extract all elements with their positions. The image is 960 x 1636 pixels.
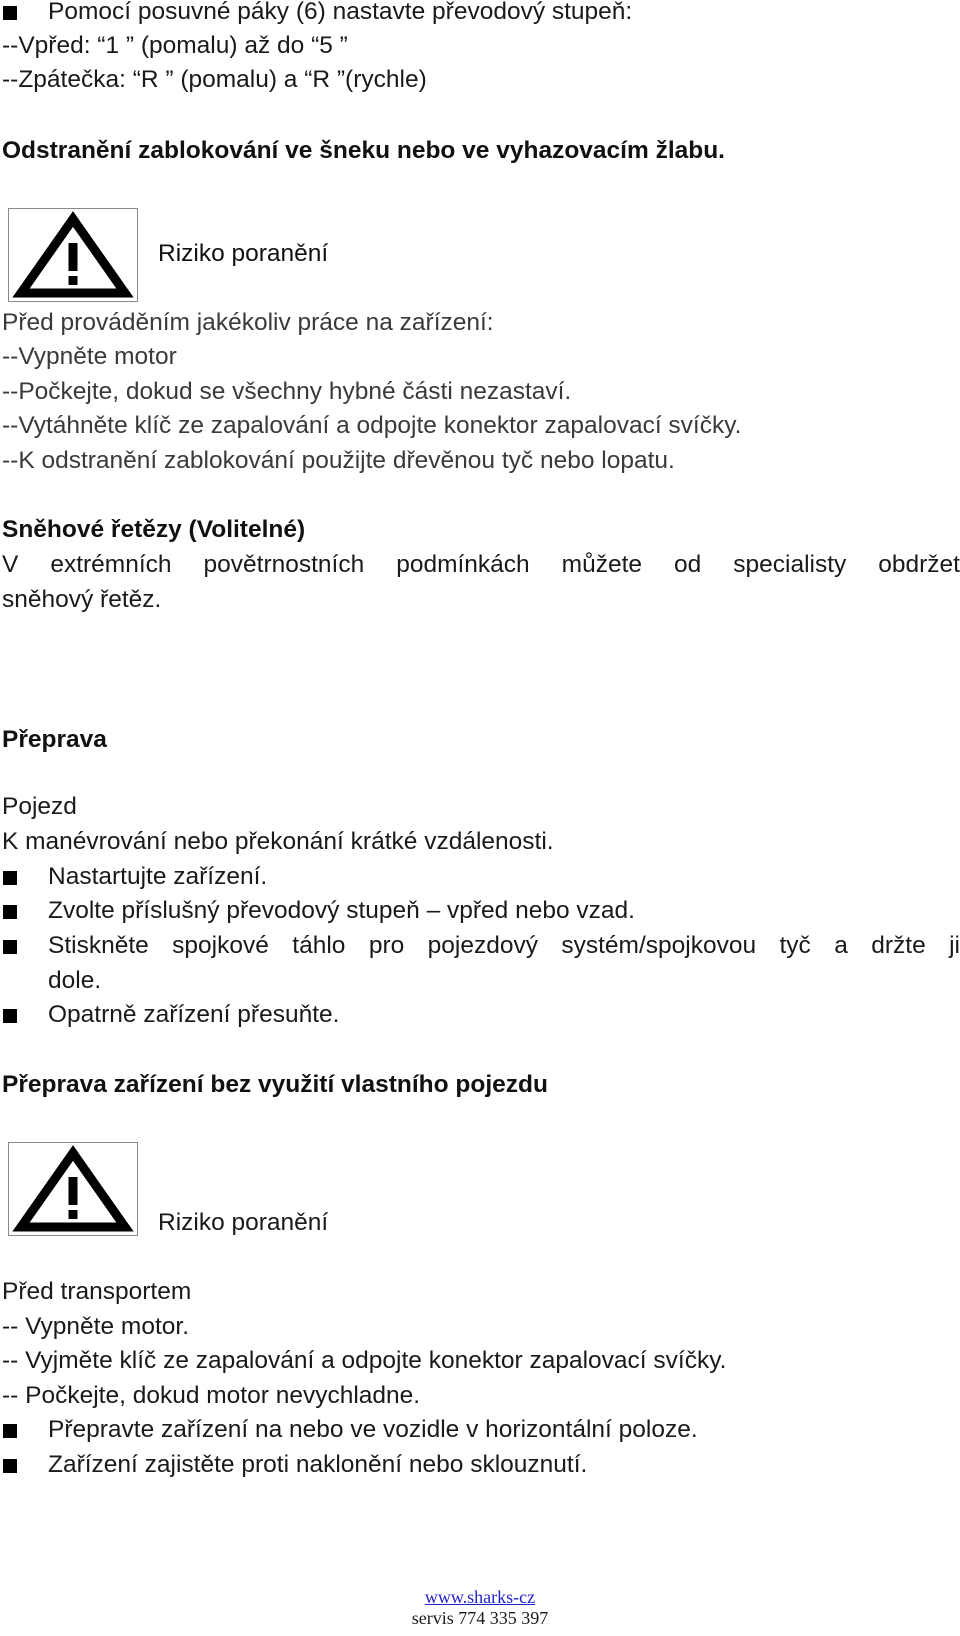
instruction-line: --Vypněte motor (2, 343, 177, 370)
black-square-bullet-icon (3, 1459, 17, 1473)
section-heading-snow-chains: Sněhové řetězy (Volitelné) (2, 516, 306, 543)
list-item-text: Přepravte zařízení na nebo ve vozidle v horizontální poloze. (48, 1416, 698, 1443)
section-heading-unblocking: Odstranění zablokování ve šneku nebo ve vyhazovacím žlabu. (2, 137, 725, 164)
instruction-line: Před prováděním jakékoliv práce na zařízení: (2, 309, 494, 336)
list-item-text: Stiskněte spojkové táhlo pro pojezdový systém/spojkovou tyč a držte ji (48, 932, 960, 959)
list-item-text: Zvolte příslušný převodový stupeň – vpřed nebo vzad. (48, 897, 635, 924)
black-square-bullet-icon (3, 1009, 17, 1023)
paragraph-line: K manévrování nebo překonání krátké vzdálenosti. (2, 828, 554, 855)
list-item-text: Opatrně zařízení přesuňte. (48, 1001, 340, 1028)
black-square-bullet-icon (3, 940, 17, 954)
instruction-line: -- Vyjměte klíč ze zapalování a odpojte konektor zapalovací svíčky. (2, 1347, 727, 1374)
warning-sign (8, 208, 138, 302)
list-item-text: Pomocí posuvné páky (6) nastavte převodový stupeň: (48, 0, 633, 25)
list-item-text: dole. (48, 967, 102, 994)
section-heading-transport: Přeprava (2, 726, 107, 753)
reverse-gear-line: --Zpátečka: “R ” (pomalu) a “R ”(rychle) (2, 66, 427, 93)
instruction-line: --Vytáhněte klíč ze zapalování a odpojte konektor zapalovací svíčky. (2, 412, 742, 439)
warning-title: Riziko poranění (158, 1209, 329, 1236)
forward-gear-line: --Vpřed: “1 ” (pomalu) až do “5 ” (2, 32, 348, 59)
black-square-bullet-icon (3, 6, 17, 20)
black-square-bullet-icon (3, 1424, 17, 1438)
instruction-line: Před transportem (2, 1278, 192, 1305)
paragraph-line: sněhový řetěz. (2, 586, 162, 613)
footer (0, 1587, 960, 1629)
website-link[interactable]: www.sharks-cz (424, 1587, 536, 1607)
black-square-bullet-icon (3, 905, 17, 919)
instruction-line: --Počkejte, dokud se všechny hybné části nezastaví. (2, 378, 572, 405)
instruction-line: --K odstranění zablokování použijte dřevěnou tyč nebo lopatu. (2, 447, 675, 474)
instruction-line: -- Počkejte, dokud motor nevychladne. (2, 1382, 421, 1409)
warning-sign (8, 1142, 138, 1236)
warning-title: Riziko poranění (158, 240, 329, 267)
list-item-text: Zařízení zajistěte proti naklonění nebo sklouznutí. (48, 1451, 588, 1478)
warning-triangle-icon (9, 209, 137, 301)
section-heading-transport-without-drive: Přeprava zařízení bez využití vlastního pojezdu (2, 1071, 548, 1098)
warning-triangle-icon (9, 1143, 137, 1235)
list-item-text: Nastartujte zařízení. (48, 863, 268, 890)
service-phone: servis 774 335 397 (411, 1608, 549, 1628)
subheading-drive: Pojezd (2, 793, 77, 820)
paragraph-line: V extrémních povětrnostních podmínkách můžete od specialisty obdržet (2, 551, 960, 578)
black-square-bullet-icon (3, 871, 17, 885)
instruction-line: -- Vypněte motor. (2, 1313, 190, 1340)
